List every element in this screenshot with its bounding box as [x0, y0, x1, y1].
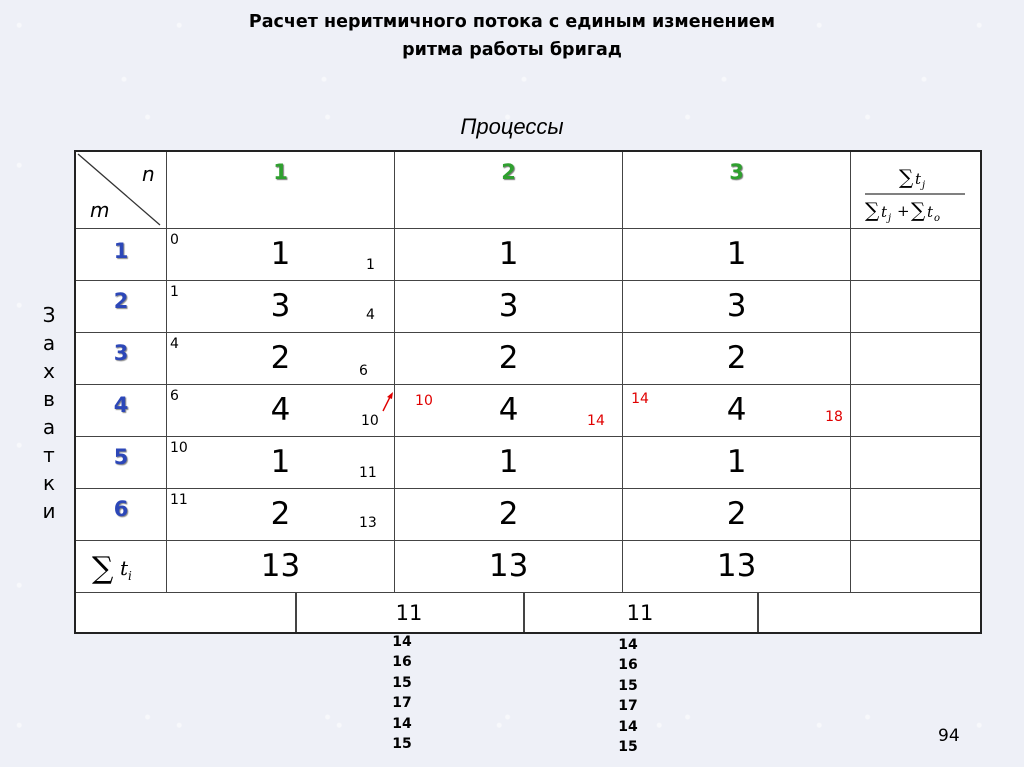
- cell-r3-c2: 2: [395, 332, 623, 384]
- corner-m: m: [90, 198, 110, 222]
- finish-time: 13: [359, 514, 377, 531]
- stack-value: 16: [392, 654, 412, 670]
- red-start-time: 14: [631, 390, 649, 407]
- start-time: 11: [170, 491, 188, 508]
- row-header-5: 5 10: [75, 436, 167, 488]
- vertical-letter: т: [43, 443, 55, 467]
- cell-r1-c1: 1 1: [167, 228, 395, 280]
- cell-r4-c1: 4 10: [167, 384, 395, 436]
- row-header-4: 4 6: [75, 384, 167, 436]
- svg-text:i: i: [128, 568, 132, 583]
- stack-value: 14: [392, 716, 412, 732]
- start-time: 0: [170, 231, 179, 248]
- bottom-row: [75, 592, 981, 633]
- cell-r2-c2: 3: [395, 280, 623, 332]
- vertical-letter: к: [42, 471, 56, 495]
- cell-r5-c2: 1: [395, 436, 623, 488]
- svg-text:j: j: [888, 213, 892, 224]
- stack-value: 14: [392, 634, 412, 650]
- row-header-2: 2 1: [75, 280, 167, 332]
- header-row: [75, 151, 981, 228]
- svg-text:o: o: [934, 213, 941, 224]
- cell-r1-c3: 1: [623, 228, 851, 280]
- vertical-letter: и: [42, 499, 56, 523]
- row-header-6: 6 11: [75, 488, 167, 540]
- stack-value: 15: [392, 675, 412, 691]
- vertical-letter: а: [42, 331, 56, 355]
- red-finish-time: 14: [587, 412, 605, 429]
- sum-ti-formula: [76, 541, 164, 591]
- column-header-1: 1: [167, 151, 395, 228]
- cell-r1-c2: 1: [395, 228, 623, 280]
- table-row: [75, 488, 981, 540]
- cell-r6-c3: 2: [623, 488, 851, 540]
- ratio-formula: [851, 154, 979, 226]
- vertical-letter: х: [43, 359, 55, 383]
- total-c2: 13: [395, 540, 623, 592]
- start-time: 10: [170, 439, 188, 456]
- ratio-cell: [851, 228, 981, 280]
- bottom-merged-cell: [75, 592, 981, 633]
- stack-value: 14: [618, 637, 638, 653]
- svg-text:t: t: [915, 170, 922, 188]
- stack-value: 16: [618, 657, 638, 673]
- svg-text:∑: ∑: [899, 165, 914, 189]
- svg-text:+: +: [897, 202, 910, 220]
- table-row: [75, 228, 981, 280]
- table-row: [75, 280, 981, 332]
- stack-value: 15: [618, 739, 638, 755]
- table-row: [75, 436, 981, 488]
- stack-value: 17: [618, 698, 638, 714]
- corner-n: n: [142, 162, 155, 186]
- ratio-cell: [851, 540, 981, 592]
- vertical-letter: З: [42, 303, 56, 327]
- table-row: [75, 332, 981, 384]
- svg-text:∑: ∑: [865, 198, 880, 222]
- finish-time: 6: [359, 362, 368, 379]
- cell-r5-c1: 1 11: [167, 436, 395, 488]
- cell-r2-c3: 3: [623, 280, 851, 332]
- cell-r6-c1: 2 13: [167, 488, 395, 540]
- cell-r5-c3: 1: [623, 436, 851, 488]
- ratio-cell: [851, 436, 981, 488]
- slide-title-line1: Расчет неритмичного потока с единым изменением: [248, 12, 776, 32]
- table-row: [75, 384, 981, 436]
- svg-text:t: t: [881, 203, 888, 221]
- sum-ti-label: [75, 540, 167, 592]
- cell-r3-c3: 2: [623, 332, 851, 384]
- start-time: 1: [170, 283, 179, 300]
- page-number: 94: [938, 726, 960, 746]
- svg-text:t: t: [927, 203, 934, 221]
- total-c1: 13: [167, 540, 395, 592]
- finish-time: 1: [366, 256, 375, 273]
- red-arrow-icon: [381, 391, 395, 413]
- svg-text:∑: ∑: [92, 550, 114, 586]
- vertical-letter: а: [42, 415, 56, 439]
- cell-r3-c1: 2 6: [167, 332, 395, 384]
- cell-r4-c3: 14 4 18: [623, 384, 851, 436]
- corner-cell: [75, 151, 167, 228]
- total-c3: 13: [623, 540, 851, 592]
- ratio-cell: [851, 384, 981, 436]
- slide-title-line2: ритма работы бригад: [402, 40, 622, 60]
- svg-text:j: j: [922, 180, 926, 191]
- flow-calculation-table: [74, 150, 982, 634]
- processes-label: Процессы: [460, 114, 564, 139]
- ratio-cell: [851, 332, 981, 384]
- ratio-formula-header: [851, 151, 981, 228]
- svg-text:t: t: [120, 555, 129, 580]
- bottom-value-2: 11: [626, 600, 654, 625]
- red-finish-time: 18: [825, 408, 843, 425]
- stack-value: 17: [392, 695, 412, 711]
- bottom-value-1: 11: [395, 600, 423, 625]
- vertical-letter: в: [43, 387, 55, 411]
- stack-value: 15: [618, 678, 638, 694]
- finish-time: 10: [361, 412, 379, 429]
- row-header-1: 1 0: [75, 228, 167, 280]
- totals-row: [75, 540, 981, 592]
- stack-value: 15: [392, 736, 412, 752]
- ratio-cell: [851, 280, 981, 332]
- finish-time: 4: [366, 306, 375, 323]
- cell-r6-c2: 2: [395, 488, 623, 540]
- start-time: 4: [170, 335, 179, 352]
- column-header-2: 2: [395, 151, 623, 228]
- row-header-3: 3 4: [75, 332, 167, 384]
- cell-r4-c2: 10 4 14: [395, 384, 623, 436]
- red-start-time: 10: [415, 392, 433, 409]
- cell-r2-c1: 3 4: [167, 280, 395, 332]
- finish-time: 11: [359, 464, 377, 481]
- start-time: 6: [170, 387, 179, 404]
- stack-value: 14: [618, 719, 638, 735]
- svg-text:∑: ∑: [911, 198, 926, 222]
- column-header-3: 3: [623, 151, 851, 228]
- ratio-cell: [851, 488, 981, 540]
